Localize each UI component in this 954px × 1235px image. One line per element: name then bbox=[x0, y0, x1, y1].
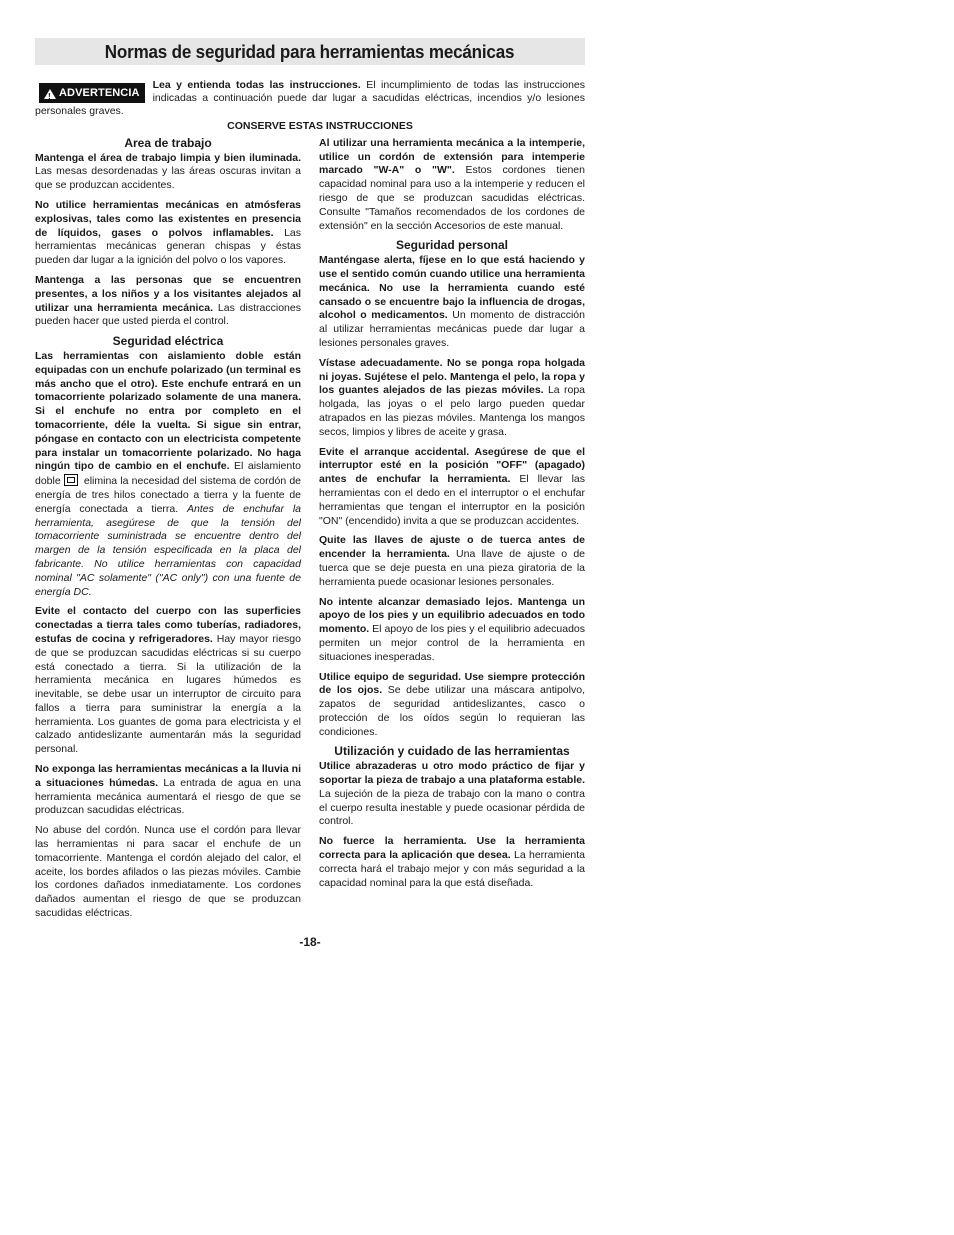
paragraph-text: Estos cordones tienen capacidad nominal para uso a la intemperie y reducen el riesgo de que se produzcan sacudidas eléctricas. Consulte "Tamaños recomendados de los cordones de extensión" en la sección Accesorios de este manual. bbox=[319, 164, 585, 232]
paragraph-italic: Antes de enchufar la herramienta, asegúrese de que la tensión del tomacorriente suministrada se encuentre dentro del margen de la tensión especificada en la placa del fabricante. No utilice herramientas con capacidad nominal "AC solamente" ("AC only") con una fuente de energía DC. bbox=[35, 502, 301, 598]
paragraph-text: La sujeción de la pieza de trabajo con la mano o contra el cuerpo resulta inestable y puede ocasionar pérdida de control. bbox=[319, 787, 585, 828]
paragraph bbox=[319, 760, 585, 829]
paragraph bbox=[319, 835, 585, 890]
conserve-instructions: CONSERVE ESTAS INSTRUCCIONES bbox=[227, 119, 413, 132]
paragraph-bold: No fuerce la herramienta. Use la herramienta correcta para la aplicación que desea. bbox=[319, 835, 585, 862]
paragraph-bold: Manténgase alerta, fíjese en lo que está haciendo y use el sentido común cuando utilice una herramienta mecánica. No use la herramienta cuando esté cansado o se encuentre bajo la influencia de drogas, alcohol o medicamentos. bbox=[319, 254, 585, 322]
warning-body: El incumplimiento de todas las instrucciones indicadas a continuación puede dar lugar a sacudidas eléctricas, incendios y/o lesiones personales graves. bbox=[35, 79, 585, 118]
paragraph-text: Hay mayor riesgo de que se produzcan sacudidas eléctricas si su cuerpo está conectado a tierra. Si la utilización de la herramienta mecánica en lugares húmedos es inevitable, se debe usar un interruptor de circuito para fallos a tierra para suministrar la energía a la herramienta. Los guantes de goma para electricista y el calzado antideslizante aumentarán más la seguridad personal. bbox=[35, 632, 301, 756]
paragraph-text: Una llave de ajuste o de tuerca que se deje puesta en una pieza giratoria de la herramienta puede ocasionar lesiones personales. bbox=[319, 548, 586, 588]
paragraph-text: elimina la necesidad del sistema de cordón de energía de tres hilos conectado a tierra y la fuente de energía conectada a tierra. bbox=[35, 475, 301, 515]
manual-page bbox=[35, 38, 585, 949]
heading-utilizacion-cuidado: Utilización y cuidado de las herramientas bbox=[334, 744, 570, 759]
paragraph bbox=[35, 274, 301, 329]
left-column bbox=[35, 137, 301, 927]
paragraph-text: La herramienta correcta hará el trabajo mejor y con más seguridad a la capacidad nominal para la que está diseñada. bbox=[319, 849, 586, 889]
two-column-body bbox=[35, 137, 585, 927]
paragraph-bold: No intente alcanzar demasiado lejos. Mantenga un apoyo de los pies y un equilibrio adecuados en todo momento. bbox=[319, 595, 585, 636]
paragraph-bold: Mantenga el área de trabajo limpia y bien iluminada. bbox=[35, 151, 301, 164]
paragraph bbox=[319, 446, 585, 529]
paragraph-bold: Evite el contacto del cuerpo con las superficies conectadas a tierra tales como tuberías, radiadores, estufas de cocina y refrigeradores. bbox=[35, 605, 301, 645]
paragraph bbox=[35, 199, 301, 268]
paragraph-text: La ropa holgada, las joyas o el pelo largo pueden quedar atrapados en las piezas móviles. Mantenga los mangos secos, limpios y libres de aceite y grasa. bbox=[319, 384, 586, 438]
warning-block bbox=[35, 79, 585, 133]
paragraph-bold: Evite el arranque accidental. Asegúrese de que el interruptor esté en la posición "OFF" (apagado) antes de enchufar la herramienta. bbox=[319, 445, 585, 486]
paragraph bbox=[319, 534, 585, 589]
paragraph-text: Las distracciones pueden hacer que usted pierda el control. bbox=[35, 301, 301, 328]
paragraph-text: El llevar las herramientas con el dedo en el interruptor o el enchufar herramientas que tengan el interruptor en la posición "ON" (encendido) invita a que se produzcan accidentes. bbox=[319, 473, 585, 527]
paragraph-text: No abuse del cordón. Nunca use el cordón para llevar las herramientas ni para sacar el enchufe de un tomacorriente. Mantenga el cordón alejado del calor, el aceite, los bordes afilados o las piezas móviles. Cambie los cordones dañados inmediatamente. Los cordones dañados aumentan el riesgo de que se produzcan sacudidas eléctricas. bbox=[35, 824, 301, 920]
paragraph-bold: Al utilizar una herramienta mecánica a la intemperie, utilice un cordón de extensión para intemperie marcado "W-A" o "W". bbox=[319, 136, 585, 177]
paragraph-bold: No exponga las herramientas mecánicas a la lluvia ni a situaciones húmedas. bbox=[35, 763, 301, 789]
paragraph-bold: Utilice abrazaderas u otro modo práctico de fijar y soportar la pieza de trabajo a una plataforma estable. bbox=[319, 760, 585, 787]
heading-seguridad-personal: Seguridad personal bbox=[395, 238, 509, 253]
paragraph-text: Un momento de distracción al utilizar herramientas mecánicas puede dar lugar a lesiones personales graves. bbox=[319, 309, 585, 349]
right-column bbox=[319, 137, 585, 927]
paragraph-text: Se debe utilizar una máscara antipolvo, zapatos de seguridad antideslizantes, casco o protección de los oídos según lo requieran las condiciones. bbox=[319, 684, 585, 738]
paragraph-bold: Quite las llaves de ajuste o de tuerca antes de encender la herramienta. bbox=[319, 534, 585, 561]
paragraph-bold: Mantenga a las personas que se encuentren presentes, a los niños y a los visitantes alejados al utilizar una herramienta mecánica. bbox=[35, 273, 301, 314]
page-title: Normas de seguridad para herramientas mecánicas bbox=[105, 40, 515, 62]
paragraph bbox=[35, 350, 301, 599]
paragraph bbox=[319, 254, 585, 351]
warning-triangle-icon bbox=[44, 89, 56, 99]
warning-badge-label: ADVERTENCIA bbox=[59, 87, 140, 99]
paragraph bbox=[319, 596, 585, 665]
title-bar bbox=[35, 38, 585, 65]
paragraph-bold: No utilice herramientas mecánicas en atmósferas explosivas, tales como las existentes en presencia de líquidos, gases o polvos inflamables. bbox=[35, 199, 301, 239]
paragraph-text: El apoyo de los pies y el equilibrio adecuados permiten un mejor control de la herramienta en situaciones inesperadas. bbox=[319, 623, 585, 663]
paragraph-text: Las herramientas mecánicas generan chispas y éstas pueden dar lugar a la ignición del polvo o los vapores. bbox=[35, 226, 301, 267]
heading-seguridad-electrica: Seguridad eléctrica bbox=[112, 334, 224, 349]
paragraph-bold: Utilice equipo de seguridad. Use siempre protección de los ojos. bbox=[319, 670, 585, 697]
paragraph-text: La entrada de agua en una herramienta mecánica aumentará el riesgo de que se produzcan sacudidas eléctricas. bbox=[35, 776, 301, 817]
paragraph bbox=[319, 137, 585, 234]
page-number: -18- bbox=[299, 934, 321, 949]
paragraph bbox=[35, 824, 301, 921]
warning-lead: Lea y entienda todas las instrucciones. bbox=[152, 79, 361, 91]
paragraph-text: Las mesas desordenadas y las áreas oscuras invitan a que se produzcan accidentes. bbox=[35, 165, 301, 192]
paragraph bbox=[35, 605, 301, 757]
paragraph bbox=[319, 671, 585, 740]
paragraph bbox=[35, 763, 301, 818]
paragraph bbox=[319, 357, 585, 440]
heading-area-de-trabajo: Area de trabajo bbox=[124, 135, 212, 150]
double-insulation-icon bbox=[64, 474, 78, 486]
paragraph-bold: Vístase adecuadamente. No se ponga ropa holgada ni joyas. Sujétese el pelo. Mantenga el pelo, la ropa y los guantes alejados de las piezas móviles. bbox=[319, 356, 585, 397]
paragraph bbox=[35, 152, 301, 193]
warning-badge bbox=[39, 83, 145, 103]
paragraph-text: El aislamiento doble bbox=[35, 460, 301, 488]
paragraph-bold: Las herramientas con aislamiento doble están equipadas con un enchufe polarizado (un terminal es más ancho que el otro). Este enchufe entrará en un tomacorriente polarizado solamente de una manera. Si el enchufe no entra por completo en el tomacorriente, déle la vuelta. Si sigue sin entrar, póngase en contacto con un electricista competente para instalar un tomacorriente polarizado. No haga ningún tipo de cambio en el enchufe. bbox=[35, 349, 301, 473]
